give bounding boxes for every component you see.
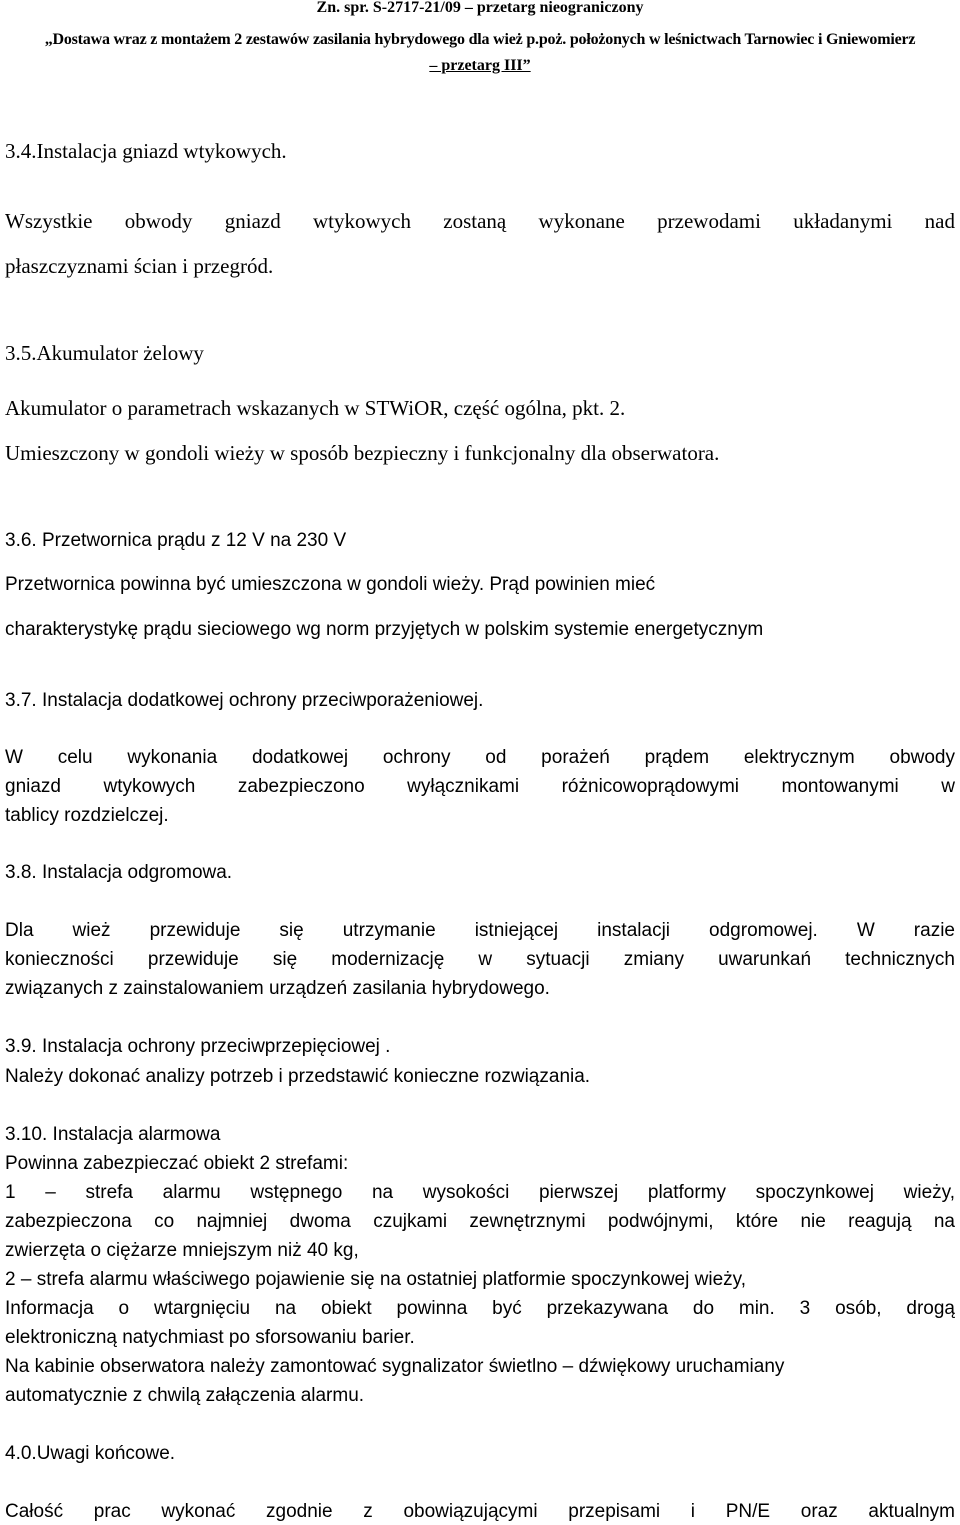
section-3-10-line: automatycznie z chwilą załączenia alarmu. [5, 1385, 365, 1406]
section-3-10-line: Na kabinie obserwatora należy zamontować sygnalizator świetlno – dźwiękowy uruchamiany [5, 1356, 785, 1377]
section-4-0-text-line-1: Całość prac wykonać zgodnie z obowiązującymi przepisami i PN/E oraz aktualnym [5, 1501, 955, 1522]
section-3-10-line: Powinna zabezpieczać obiekt 2 strefami: [5, 1153, 349, 1174]
section-3-10-line: 1 – strefa alarmu wstępnego na wysokości pierwszej platformy spoczynkowej wieży, [5, 1182, 955, 1203]
section-3-5-text-line-2: Umieszczony w gondoli wieży w sposób bezpieczny i funkcjonalny dla obserwatora. [5, 441, 720, 465]
section-3-6-heading: 3.6. Przetwornica prądu z 12 V na 230 V [5, 530, 347, 551]
section-3-6-text-line-1: Przetwornica powinna być umieszczona w gondoli wieży. Prąd powinien mieć [5, 574, 656, 595]
header-tender-label: – przetarg III” [429, 57, 531, 74]
section-3-9-text-line-1: Należy dokonać analizy potrzeb i przedstawić konieczne rozwiązania. [5, 1066, 591, 1087]
section-4-0-heading: 4.0.Uwagi końcowe. [5, 1443, 176, 1464]
header-case-number: Zn. spr. S-2717-21/09 – przetarg nieograniczony [316, 0, 644, 16]
section-3-7-text-line-3: tablicy rozdzielczej. [5, 805, 169, 826]
section-3-4-text-line-2: płaszczyznami ścian i przegród. [5, 254, 274, 278]
section-3-10-line: zabezpieczona co najmniej dwoma czujkami zewnętrznymi podwójnymi, które nie reagują na [5, 1211, 955, 1232]
section-3-10-line: 2 – strefa alarmu właściwego pojawienie się na ostatniej platformie spoczynkowej wieży, [5, 1269, 746, 1290]
section-3-8-heading: 3.8. Instalacja odgromowa. [5, 862, 233, 883]
section-3-10-heading: 3.10. Instalacja alarmowa [5, 1124, 221, 1145]
header-title: „Dostawa wraz z montażem 2 zestawów zasilania hybrydowego dla wież p.poż. położonych w leśnictwach Tarnowiec i Gniewomierz [44, 31, 916, 48]
section-3-10-line: elektroniczną natychmiast po sforsowaniu barier. [5, 1327, 415, 1348]
section-3-10-line: zwierzęta o ciężarze mniejszym niż 40 kg, [5, 1240, 359, 1261]
section-3-8-text-line-2: konieczności przewiduje się modernizację w sytuacji zmiany uwarunkań technicznych [5, 949, 955, 970]
section-3-4-heading: 3.4.Instalacja gniazd wtykowych. [5, 139, 287, 163]
header-title-continuation [0, 56, 960, 76]
section-3-10-line: Informacja o wtargnięciu na obiekt powinna być przekazywana do min. 3 osób, drogą [5, 1298, 955, 1319]
section-3-9-heading: 3.9. Instalacja ochrony przeciwprzepięciowej . [5, 1036, 391, 1057]
section-3-8-text-line-3: związanych z zainstalowaniem urządzeń zasilania hybrydowego. [5, 978, 550, 999]
section-3-5-heading: 3.5.Akumulator żelowy [5, 341, 204, 365]
section-3-5-text-line-1: Akumulator o parametrach wskazanych w STWiOR, część ogólna, pkt. 2. [5, 396, 626, 420]
section-3-6-text-line-2: charakterystykę prądu sieciowego wg norm przyjętych w polskim systemie energetycznym [5, 619, 764, 640]
section-3-8-text-line-1: Dla wież przewiduje się utrzymanie istniejącej instalacji odgromowej. W razie [5, 920, 955, 941]
section-3-7-text-line-2: gniazd wtykowych zabezpieczono wyłącznikami różnicowoprądowymi montowanymi w [5, 776, 955, 797]
section-3-7-heading: 3.7. Instalacja dodatkowej ochrony przeciwporażeniowej. [5, 690, 484, 711]
section-3-7-text-line-1: W celu wykonania dodatkowej ochrony od porażeń prądem elektrycznym obwody [5, 747, 955, 768]
section-3-4-text-line-1: Wszystkie obwody gniazd wtykowych zostaną wykonane przewodami układanymi nad [5, 209, 955, 233]
